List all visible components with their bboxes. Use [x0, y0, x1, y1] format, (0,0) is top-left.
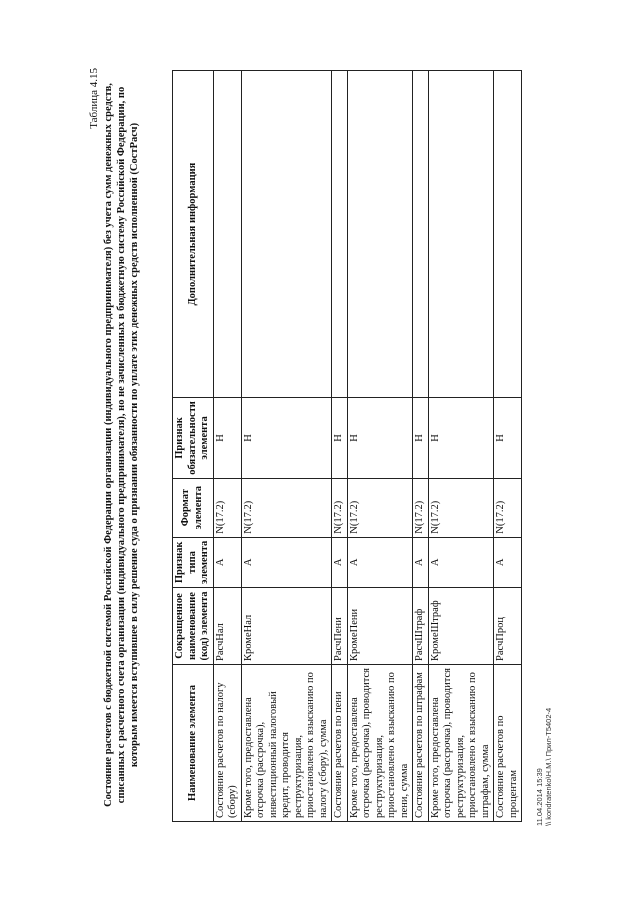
- cell-format: N(17.2): [213, 478, 241, 537]
- table-header-row: [173, 71, 214, 822]
- table-row: [494, 71, 522, 822]
- cell-required: Н: [413, 398, 429, 479]
- header-required: Признак обязательности элемента: [173, 398, 214, 479]
- cell-format: N(17.2): [428, 478, 494, 537]
- print-timestamp: 11.04.2014 15:39: [535, 768, 544, 826]
- table-row: [428, 71, 494, 822]
- cell-code: КромеНал: [241, 588, 332, 665]
- cell-format: N(17.2): [413, 478, 429, 537]
- cell-format: N(17.2): [347, 478, 413, 537]
- cell-format: N(17.2): [494, 478, 522, 537]
- cell-required: Н: [347, 398, 413, 479]
- cell-code: РасчПени: [332, 588, 348, 665]
- cell-name: Состояние расчетов по штрафам: [413, 665, 429, 822]
- cell-info: [428, 71, 494, 398]
- cell-format: N(17.2): [241, 478, 332, 537]
- table-label: Таблица 4.15: [88, 68, 100, 129]
- cell-info: [213, 71, 241, 398]
- cell-required: Н: [332, 398, 348, 479]
- table-row: [241, 71, 332, 822]
- cell-code: КромеПени: [347, 588, 413, 665]
- cell-required: Н: [241, 398, 332, 479]
- cell-type: А: [428, 537, 494, 587]
- table-row: [213, 71, 241, 822]
- print-file-path: \\ kondratenko\Н.М.\ Прил-Т5402-4: [544, 707, 553, 826]
- header-name: Наименование элемента: [173, 665, 214, 822]
- header-info: Дополнительная информация: [173, 71, 214, 398]
- cell-code: РасчНал: [213, 588, 241, 665]
- cell-format: N(17.2): [332, 478, 348, 537]
- cell-type: А: [494, 537, 522, 587]
- cell-code: КромеШтраф: [428, 588, 494, 665]
- cell-type: А: [241, 537, 332, 587]
- cell-info: [347, 71, 413, 398]
- elements-table: [172, 70, 522, 822]
- cell-info: [413, 71, 429, 398]
- table-row: [347, 71, 413, 822]
- table-row: [413, 71, 429, 822]
- cell-required: Н: [213, 398, 241, 479]
- cell-name: Кроме того, предоставлена отсрочка (рассрочка), проводится реструктуризация, приостановлено к взысканию по пени, сумма: [347, 665, 413, 822]
- header-format: Формат элемента: [173, 478, 214, 537]
- cell-name: Кроме того, предоставлена отсрочка (рассрочка), инвестиционный налоговый кредит, проводится реструктуризация, приостановлено к взысканию по налогу (сбору), сумма: [241, 665, 332, 822]
- cell-name: Состояние расчетов по процентам: [494, 665, 522, 822]
- cell-required: Н: [428, 398, 494, 479]
- cell-code: РасчПроц: [494, 588, 522, 665]
- cell-type: А: [213, 537, 241, 587]
- rotated-content: [80, 60, 553, 840]
- cell-code: РасчШтраф: [413, 588, 429, 665]
- cell-info: [332, 71, 348, 398]
- cell-name: Состояние расчетов по пени: [332, 665, 348, 822]
- cell-name: Состояние расчетов по налогу (сбору): [213, 665, 241, 822]
- cell-type: А: [347, 537, 413, 587]
- header-type: Признак типа элемента: [173, 537, 214, 587]
- cell-type: А: [332, 537, 348, 587]
- cell-info: [241, 71, 332, 398]
- table-title: Состояние расчетов с бюджетной системой Российской Федерации организации (индивидуального предпринимателя) без учета сумм денежных средств, списанных с расчетного счета организации (индивидуального предпринимателя), но не зачисленных в бюджетную систему Российской Федерации, по которым имеется вступившее в силу решение суда о признании обязанности по уплате этих денежных средств исполненной (СостРасч): [103, 83, 140, 807]
- cell-type: А: [413, 537, 429, 587]
- cell-name: Кроме того, предоставлена отсрочка (рассрочка), проводится реструктуризация, приостановлено к взысканию по штрафам, сумма: [428, 665, 494, 822]
- cell-required: Н: [494, 398, 522, 479]
- table-row: [332, 71, 348, 822]
- print-footer: [535, 708, 553, 826]
- header-code: Сокращенное наименование (код) элемента: [173, 588, 214, 665]
- cell-info: [494, 71, 522, 398]
